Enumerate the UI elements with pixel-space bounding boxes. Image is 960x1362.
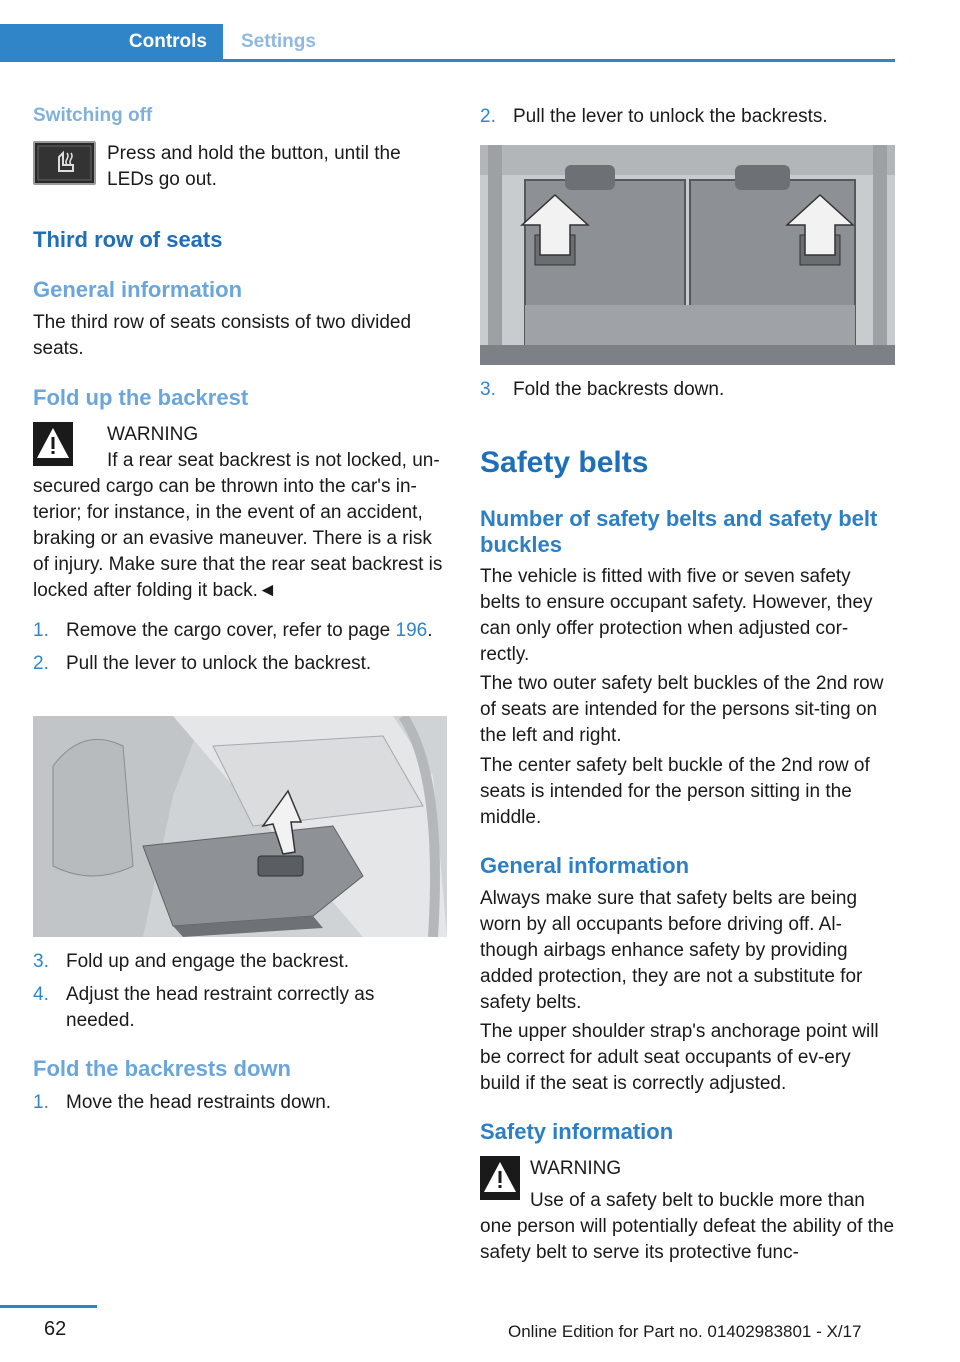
list-item — [33, 949, 447, 975]
list-number: 2. — [33, 653, 49, 674]
heading-switching-off: Switching off — [33, 105, 153, 126]
paragraph-anchorage: The upper shoulder strap's anchorage point will be correct for adult seat occupants of ev-ery build if the seat is correctly adjusted. — [480, 1021, 879, 1094]
list-item — [480, 377, 896, 403]
list-item — [480, 104, 896, 130]
header-tab-bar — [0, 24, 895, 62]
warning-text-rest: secured cargo can be thrown into the car's in-terior; for instance, in the event of an accident, braking or an evasive maneuver. There is a risk of injury. Make sure that the rear seat backrest is locked after folding it back.◄ — [33, 476, 443, 601]
list-item — [33, 982, 447, 1034]
heading-general-information: General information — [33, 277, 243, 302]
list-number: 1. — [33, 1092, 49, 1113]
list-text: Move the head restraints down. — [66, 1092, 332, 1113]
tab-settings[interactable]: Settings — [241, 31, 316, 52]
paragraph-center-buckle: The center safety belt buckle of the 2nd row of seats is intended for the person sitting in the middle. — [480, 755, 870, 828]
paragraph-wear-belts: Always make sure that safety belts are being worn by all occupants before driving off. Al-though airbags enhance safety by providing added protection, they are not a substitute for safety belts. — [480, 888, 863, 1013]
footer-edition: Online Edition for Part no. 01402983801 - X/17 — [508, 1322, 862, 1341]
list-text: Adjust the head restraint correctly as needed. — [66, 984, 375, 1031]
heading-safety-belts: Safety belts — [480, 446, 649, 479]
heading-third-row: Third row of seats — [33, 227, 223, 252]
heading-fold-up: Fold up the backrest — [33, 385, 249, 410]
warning-text-rest-right: one person will potentially defeat the ability of the safety belt to serve its protective func- — [480, 1216, 895, 1263]
warning-label-right: WARNING — [530, 1158, 622, 1179]
tab-controls[interactable]: Controls — [0, 24, 223, 60]
list-text: Fold up and engage the backrest. — [66, 951, 350, 972]
list-number: 1. — [33, 620, 49, 641]
step-text: Remove the cargo cover, refer to page — [66, 620, 396, 641]
warning-text-first: If a rear seat backrest is not locked, un- — [107, 450, 440, 471]
steps-list-c — [33, 1090, 447, 1116]
list-item — [33, 618, 447, 644]
list-text — [66, 618, 447, 644]
warning-text-first-right: Use of a safety belt to buckle more than — [530, 1190, 865, 1211]
general-information-text: The third row of seats consists of two divided seats. — [33, 312, 412, 359]
switching-off-text: Press and hold the button, until the LEDs go out. — [107, 143, 401, 190]
backrests-unlock-image — [480, 145, 895, 365]
paragraph-belts-fitted: The vehicle is fitted with five or seven safety belts to ensure occupant safety. However, they can only offer protection when adjusted cor-rectly. — [480, 566, 873, 665]
page-number: 62 — [44, 1318, 67, 1340]
warning-icon — [33, 422, 73, 471]
list-number: 3. — [480, 379, 496, 400]
warning-icon — [480, 1156, 520, 1205]
list-number: 2. — [480, 106, 496, 127]
steps-list-b — [33, 949, 447, 1034]
backrest-fold-up-image — [33, 716, 447, 937]
footer-rule — [0, 1305, 97, 1308]
list-text: Fold the backrests down. — [513, 379, 725, 400]
list-text: Pull the lever to unlock the backrest. — [66, 653, 372, 674]
warning-label: WARNING — [107, 424, 199, 445]
heading-general-information-right: General information — [480, 853, 690, 878]
step-text-tail: . — [427, 620, 433, 641]
paragraph-outer-buckles: The two outer safety belt buckles of the 2nd row of seats are intended for the persons sit-ting on the left and right. — [480, 673, 884, 746]
list-number: 4. — [33, 984, 49, 1005]
list-text: Pull the lever to unlock the backrests. — [513, 106, 828, 127]
seat-heating-button-icon — [33, 141, 96, 185]
heading-number-of-belts: Number of safety belts and safety belt buckles — [480, 506, 878, 557]
list-number: 3. — [33, 951, 49, 972]
list-item — [33, 651, 447, 677]
page-link[interactable]: 196 — [395, 620, 428, 641]
heading-fold-down: Fold the backrests down — [33, 1056, 291, 1081]
steps-list-a — [33, 618, 447, 677]
list-item — [33, 1090, 447, 1116]
heading-safety-information: Safety information — [480, 1119, 674, 1144]
